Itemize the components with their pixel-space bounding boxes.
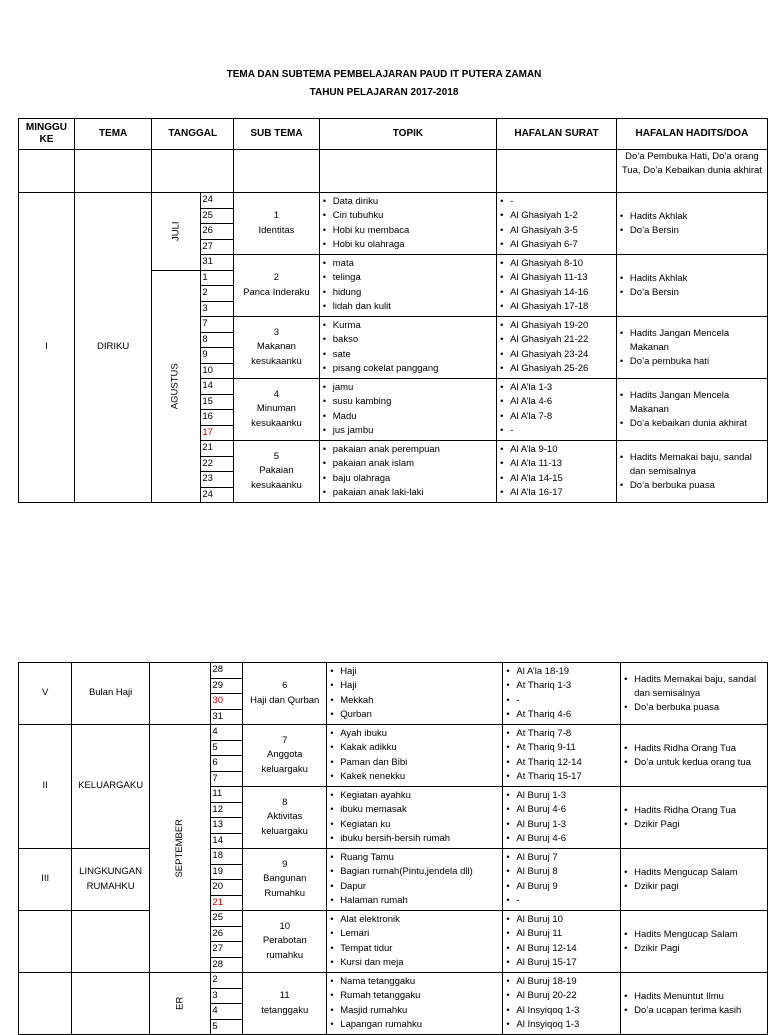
date-cell: 5 (211, 740, 243, 756)
subtema-cell (243, 725, 327, 787)
list-item: • Kursi dan meja (328, 956, 501, 971)
date-cell: 13 (211, 818, 243, 834)
subtema-name: Anggota keluargaku (261, 749, 308, 775)
hadits-cell-list (622, 866, 766, 894)
list-item: • Do’a Bersin (618, 286, 766, 300)
date-cell: 17 (201, 425, 234, 441)
list-item: • Al Buruj 9 (504, 880, 619, 895)
hadits-cell-list (618, 210, 766, 238)
date-cell: 5 (211, 1019, 243, 1035)
surat-cell (497, 193, 617, 255)
list-item: • At Thariq 12-14 (504, 756, 619, 771)
surat-cell (497, 255, 617, 317)
list-item: • Hadits Mengucap Salam (622, 928, 766, 942)
list-item: • Mekkah (328, 694, 501, 709)
list-item: • Hadits Jangan Mencela Makanan (618, 327, 766, 355)
topik-cell-list (328, 851, 501, 909)
list-item: • Rumah tetanggaku (328, 989, 501, 1004)
list-item: • Dzikir Pagi (622, 818, 766, 832)
date-cell: 7 (201, 317, 234, 333)
subtema-cell (243, 911, 327, 973)
list-item: • - (504, 894, 619, 909)
list-item: • pakaian anak islam (321, 457, 495, 472)
list-item: • pisang cokelat panggang (321, 362, 495, 377)
list-item: • bakso (321, 333, 495, 348)
hadits-cell-list (622, 804, 766, 832)
list-item: • Do’a Bersin (618, 224, 766, 238)
subtema-name: Minuman kesukaanku (251, 403, 302, 429)
date-cell: 11 (211, 787, 243, 803)
hadits-cell (616, 255, 767, 317)
date-cell: 29 (211, 678, 243, 694)
topik-cell-list (328, 789, 501, 847)
hadits-cell-list (618, 389, 766, 431)
list-item: • Ayah ibuku (328, 727, 501, 742)
date-cell: 30 (211, 694, 243, 710)
surat-cell (503, 849, 621, 911)
surat-cell (497, 317, 617, 379)
table-row (19, 849, 768, 865)
list-item: • Hadits Ridha Orang Tua (622, 742, 766, 756)
list-item: • Al Insyiqoq 1-3 (504, 1004, 619, 1019)
subtema-number: 2 (273, 272, 280, 283)
hadits-cell (616, 441, 767, 503)
date-cell: 14 (201, 379, 234, 395)
table-row (19, 725, 768, 741)
surat-cell (503, 973, 621, 1035)
list-item: • susu kambing (321, 395, 495, 410)
list-item: • - (504, 694, 619, 709)
date-cell: 28 (211, 957, 243, 973)
list-item: • Haji (328, 665, 501, 680)
list-item: • Hadits Akhlak (618, 210, 766, 224)
subtema-cell (243, 849, 327, 911)
surat-cell-list (498, 443, 615, 501)
hadits-cell (616, 193, 767, 255)
list-item: • Masjid rumahku (328, 1004, 501, 1019)
subtema-name: tetanggaku (261, 1004, 309, 1016)
list-item: • Al Ghasiyah 25-26 (498, 362, 615, 377)
subtema-cell (243, 787, 327, 849)
hadits-cell-list (622, 990, 766, 1018)
minggu-cell: V (19, 663, 72, 725)
list-item: • At Thariq 7-8 (504, 727, 619, 742)
subtema-name: Identitas (258, 224, 295, 236)
list-item: • Al Ghasiyah 23-24 (498, 348, 615, 363)
document-subtitle: TAHUN PELAJARAN 2017-2018 (309, 87, 459, 98)
list-item: • Al Ghasiyah 17-18 (498, 300, 615, 315)
subtema-number: 7 (282, 734, 288, 746)
month-next (149, 973, 211, 1035)
date-cell: 31 (201, 255, 234, 271)
month-september (149, 725, 211, 973)
list-item: • Al A’la 14-15 (498, 472, 615, 487)
date-cell: 27 (211, 942, 243, 958)
topik-cell-list (321, 257, 495, 315)
list-item: • Bagian rumah(Pintu,jendela dll) (328, 865, 501, 880)
date-cell: 1 (201, 270, 234, 286)
list-item: • Al Buruj 11 (504, 927, 619, 942)
list-item: • Kurma (321, 319, 495, 334)
topik-cell-list (321, 381, 495, 439)
header-tema: TEMA (74, 119, 152, 150)
subtema-number: 4 (273, 388, 280, 400)
month-next-label: ER (173, 996, 185, 1011)
list-item: • Al Buruj 18-19 (504, 975, 619, 990)
subtema-number: 6 (282, 680, 288, 691)
subtema-number: 10 (279, 920, 291, 932)
surat-cell (503, 787, 621, 849)
subtema-name: Pakaian kesukaanku (251, 465, 302, 491)
date-cell: 25 (201, 208, 234, 224)
topik-cell-list (321, 319, 495, 377)
topik-cell (319, 441, 496, 503)
date-cell: 22 (201, 456, 234, 472)
list-item: • Do’a untuk kedua orang tua (622, 756, 766, 770)
subtema-cell (234, 317, 320, 379)
surat-cell (497, 379, 617, 441)
hadits-cell-list (622, 673, 766, 715)
date-cell: 21 (201, 441, 234, 457)
subtema-name: Aktivitas keluargaku (261, 811, 308, 837)
subtema-name: Perabotan rumahku (262, 935, 307, 961)
date-cell: 27 (201, 239, 234, 255)
surat-cell-list (498, 257, 615, 315)
minggu-cell: II (19, 725, 72, 849)
list-item: • Al Ghasiyah 11-13 (498, 271, 615, 286)
surat-cell-list (498, 195, 615, 253)
topik-cell-list (328, 727, 501, 785)
list-item: • jus jambu (321, 424, 495, 439)
date-cell: 10 (201, 363, 234, 379)
list-item: • Do’a berbuka puasa (618, 479, 766, 493)
header-minggu: MINGGU KE (19, 119, 75, 150)
list-item: • Hadits Mengucap Salam (622, 866, 766, 880)
list-item: • Haji (328, 679, 501, 694)
list-item: • At Thariq 1-3 (504, 679, 619, 694)
header-tanggal: TANGGAL (152, 119, 234, 150)
topik-cell-list (321, 195, 495, 253)
tema-cell (72, 911, 149, 973)
hadits-cell-list (618, 327, 766, 369)
list-item: • Dzikir pagi (622, 880, 766, 894)
list-item: • Hobi ku olahraga (321, 238, 495, 253)
month-juli-label: JULI (170, 221, 182, 242)
list-item: • Hadits Menuntut Ilmu (622, 990, 766, 1004)
date-cell: 25 (211, 911, 243, 927)
list-item: • Al Ghasiyah 21-22 (498, 333, 615, 348)
subtema-cell (243, 663, 327, 725)
list-item: • Al A’la 11-13 (498, 457, 615, 472)
date-cell: 23 (201, 472, 234, 488)
list-item: • telinga (321, 271, 495, 286)
list-item: • Qurban (328, 708, 501, 723)
date-cell: 4 (211, 725, 243, 741)
list-item: • Dapur (328, 880, 501, 895)
month-september-label: SEPTEMBER (173, 819, 185, 878)
tema-cell: DIRIKU (74, 193, 152, 503)
date-cell: 24 (201, 487, 234, 503)
list-item: • jamu (321, 381, 495, 396)
table-row (19, 193, 768, 209)
table-row (19, 973, 768, 989)
list-item: • lidah dan kulit (321, 300, 495, 315)
date-cell: 26 (211, 926, 243, 942)
list-item: • Al Buruj 15-17 (504, 956, 619, 971)
tema-cell (72, 973, 149, 1035)
date-cell: 26 (201, 224, 234, 240)
list-item: • Al Buruj 4-6 (504, 803, 619, 818)
header-hafalan-surat: HAFALAN SURAT (497, 119, 617, 150)
date-cell: 2 (201, 286, 234, 302)
list-item: • Al A’la 16-17 (498, 486, 615, 501)
list-item: • baju olahraga (321, 472, 495, 487)
tema-cell: LINGKUNGAN RUMAHKU (72, 849, 149, 911)
list-item: • Hadits Jangan Mencela Makanan (618, 389, 766, 417)
list-item: • Al Buruj 1-3 (504, 818, 619, 833)
topik-cell (327, 849, 503, 911)
list-item: • Al A’la 1-3 (498, 381, 615, 396)
list-item: • Madu (321, 410, 495, 425)
list-item: • Lapangan rumahku (328, 1018, 501, 1033)
date-cell: 21 (211, 895, 243, 911)
list-item: • Al Insyiqoq 1-3 (504, 1018, 619, 1033)
subtema-cell (234, 441, 320, 503)
subtema-name: Makanan kesukaanku (251, 341, 302, 367)
topik-cell (319, 379, 496, 441)
list-item: • Al Buruj 20-22 (504, 989, 619, 1004)
minggu-cell: I (19, 193, 75, 503)
topik-cell (327, 725, 503, 787)
month-agustus (152, 270, 201, 503)
list-item: • - (498, 424, 615, 439)
topik-cell (319, 193, 496, 255)
date-cell: 7 (211, 771, 243, 787)
date-cell: 4 (211, 1004, 243, 1020)
list-item: • Hadits Memakai baju, sandal dan semisalnya (622, 673, 766, 701)
list-item: • Hobi ku membaca (321, 224, 495, 239)
date-cell: 6 (211, 756, 243, 772)
list-item: • Al Buruj 12-14 (504, 942, 619, 957)
subtema-cell (234, 379, 320, 441)
surat-cell (503, 911, 621, 973)
list-item: • ibuku memasak (328, 803, 501, 818)
list-item: • Dzikir Pagi (622, 942, 766, 956)
surat-cell-list (504, 727, 619, 785)
list-item: • Ciri tubuhku (321, 209, 495, 224)
list-item: • Al Buruj 10 (504, 913, 619, 928)
list-item: • Al Buruj 4-6 (504, 832, 619, 847)
surat-cell-list (498, 319, 615, 377)
list-item: • Al A’la 9-10 (498, 443, 615, 458)
list-item: • pakaian anak laki-laki (321, 486, 495, 501)
list-item: • Al A’la 4-6 (498, 395, 615, 410)
date-cell: 14 (211, 833, 243, 849)
minggu-cell (19, 973, 72, 1035)
date-cell: 12 (211, 802, 243, 818)
subtema-name: Haji dan Qurban (250, 694, 320, 706)
list-item: • Kegiatan ayahku (328, 789, 501, 804)
list-item: • At Thariq 4-6 (504, 708, 619, 723)
list-item: • Kegiatan ku (328, 818, 501, 833)
list-item: • Tempat tidur (328, 942, 501, 957)
list-item: • Al Ghasiyah 3-5 (498, 224, 615, 239)
hadits-cell (621, 725, 768, 787)
list-item: • Alat elektronik (328, 913, 501, 928)
topik-cell (327, 787, 503, 849)
list-item: • Al Ghasiyah 6-7 (498, 238, 615, 253)
surat-cell-list (504, 913, 619, 971)
date-cell: 16 (201, 410, 234, 426)
list-item: • At Thariq 15-17 (504, 770, 619, 785)
surat-cell (503, 663, 621, 725)
list-item: • Halaman rumah (328, 894, 501, 909)
document-title: TEMA DAN SUBTEMA PEMBELAJARAN PAUD IT PUTERA ZAMAN (226, 69, 542, 80)
list-item: • Al A’la 7-8 (498, 410, 615, 425)
subtema-number: 8 (282, 796, 288, 808)
list-item: • mata (321, 257, 495, 272)
surat-cell (497, 441, 617, 503)
hadits-cell (616, 317, 767, 379)
schedule-table-2 (18, 662, 768, 1035)
list-item: • Al Buruj 1-3 (504, 789, 619, 804)
list-item: • Al Ghasiyah 19-20 (498, 319, 615, 334)
subtema-number: 9 (282, 858, 288, 870)
list-item: • Hadits Memakai baju, sandal dan semisalnya (618, 451, 766, 479)
surat-cell-list (504, 789, 619, 847)
date-cell: 28 (211, 663, 243, 679)
list-item: • ibuku bersih-bersih rumah (328, 832, 501, 847)
list-item: • Do’a pembuka hati (618, 355, 766, 369)
topik-cell (327, 663, 503, 725)
topik-cell (319, 317, 496, 379)
subtema-cell (243, 973, 327, 1035)
topik-cell (327, 973, 503, 1035)
month-empty-cell (149, 663, 211, 725)
list-item: • Nama tetanggaku (328, 975, 501, 990)
list-item: • Lemari (328, 927, 501, 942)
hadits-cell-list (618, 272, 766, 300)
list-item: • Ruang Tamu (328, 851, 501, 866)
table-row (19, 911, 768, 927)
subtema-number: 3 (273, 326, 280, 338)
minggu-cell (19, 911, 72, 973)
hadits-cell (621, 787, 768, 849)
surat-cell-list (504, 665, 619, 723)
hadits-cell (621, 973, 768, 1035)
minggu-cell: III (19, 849, 72, 911)
date-cell: 15 (201, 394, 234, 410)
list-item: • Data diriku (321, 195, 495, 210)
topik-cell-list (321, 443, 495, 501)
list-item: • At Thariq 9-11 (504, 741, 619, 756)
list-item: • Do’a ucapan terima kasih (622, 1004, 766, 1018)
subtema-name: Panca Inderaku (243, 286, 310, 298)
list-item: • Al Ghasiyah 14-16 (498, 286, 615, 301)
list-item: • Al Buruj 8 (504, 865, 619, 880)
tema-cell: Bulan Haji (72, 663, 149, 725)
list-item: • sate (321, 348, 495, 363)
intro-doa-cell: Do’a Pembuka Hati, Do’a orang Tua, Do’a Kebaikan dunia akhirat (616, 150, 767, 193)
surat-cell-list (504, 851, 619, 909)
subtema-number: 5 (273, 450, 280, 462)
list-item: • pakaian anak perempuan (321, 443, 495, 458)
hadits-cell (621, 663, 768, 725)
date-cell: 18 (211, 849, 243, 865)
list-item: • Paman dan Bibi (328, 756, 501, 771)
topik-cell (327, 911, 503, 973)
topik-cell (319, 255, 496, 317)
date-cell: 19 (211, 864, 243, 880)
subtema-cell (234, 193, 320, 255)
topik-cell-list (328, 913, 501, 971)
month-juli (152, 193, 201, 271)
surat-cell-list (498, 381, 615, 439)
date-cell: 9 (201, 348, 234, 364)
tema-cell: KELUARGAKU (72, 725, 149, 849)
hadits-cell (621, 911, 768, 973)
date-cell: 8 (201, 332, 234, 348)
hadits-cell-list (622, 928, 766, 956)
header-topik: TOPIK (319, 119, 496, 150)
list-item: • hidung (321, 286, 495, 301)
schedule-table-1 (18, 118, 768, 503)
surat-cell (503, 725, 621, 787)
header-subtema: SUB TEMA (234, 119, 320, 150)
header-hafalan-hadits: HAFALAN HADITS/DOA (616, 119, 767, 150)
hadits-cell (621, 849, 768, 911)
subtema-number: 11 (279, 990, 290, 1001)
date-cell: 2 (211, 973, 243, 989)
hadits-cell (616, 379, 767, 441)
list-item: • Kakak adikku (328, 741, 501, 756)
list-item: • Hadits Akhlak (618, 272, 766, 286)
date-cell: 20 (211, 880, 243, 896)
list-item: • Hadits Ridha Orang Tua (622, 804, 766, 818)
date-cell: 31 (211, 709, 243, 725)
list-item: • Al Buruj 7 (504, 851, 619, 866)
list-item: • Al Ghasiyah 8-10 (498, 257, 615, 272)
date-cell: 24 (201, 193, 234, 209)
subtema-number: 1 (273, 210, 280, 221)
hadits-cell-list (618, 451, 766, 493)
date-cell: 3 (211, 988, 243, 1004)
subtema-name: Bangunan Rumahku (263, 873, 307, 899)
list-item: • Kakek nenekku (328, 770, 501, 785)
list-item: • Do’a kebaikan dunia akhirat (618, 417, 766, 431)
month-agustus-label: AGUSTUS (170, 363, 182, 410)
topik-cell-list (328, 665, 501, 723)
list-item: • - (498, 195, 615, 210)
hadits-cell-list (622, 742, 766, 770)
list-item: • Do’a berbuka puasa (622, 701, 766, 715)
table-row (19, 663, 768, 679)
list-item: • Al Ghasiyah 1-2 (498, 209, 615, 224)
subtema-cell (234, 255, 320, 317)
list-item: • Al A’la 18-19 (504, 665, 619, 680)
date-cell: 3 (201, 301, 234, 317)
